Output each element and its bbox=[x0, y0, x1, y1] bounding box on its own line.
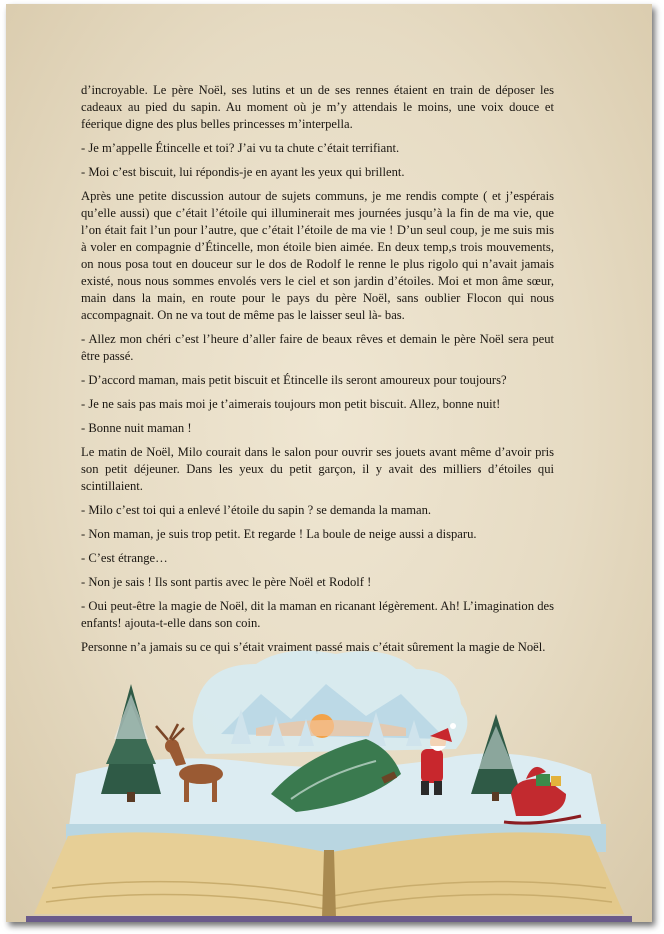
paragraph-13: - Non je sais ! Ils sont partis avec le père Noël et Rodolf ! bbox=[81, 575, 372, 589]
story-page bbox=[6, 4, 652, 922]
left-pine-tree bbox=[101, 684, 161, 802]
paragraph-10: - Milo c’est toi qui a enlevé l’étoile du sapin ? se demanda la maman. bbox=[81, 503, 432, 517]
paragraph-6: - D’accord maman, mais petit biscuit et Étincelle ils seront amoureux pour toujours? bbox=[81, 373, 507, 387]
book-left-page bbox=[34, 832, 326, 916]
paragraph-12: - C’est étrange… bbox=[81, 551, 168, 565]
paragraph-5: - Allez mon chéri c’est l’heure d’aller faire de beaux rêves et demain le père Noël sera peut être passé. bbox=[81, 332, 554, 363]
paragraph-4: Après une petite discussion autour de sujets communs, je me rendis compte ( et j’espérais qu’elle aussi) que c’était l’étoile qui illuminerait mes journées jusqu’à la fin de ma vie, que l’on était fait l’un pour l’autre, que c’était l’étoile de ma vie ! D’un seul coup, je me suis mis à voler en compagnie d’Étincelle, mon étoile bien aimée. En deux temp,s trois mouvements, on nous posa tout en douceur sur le dos de Rodolf le renne le plus rigolo qui n’avait jamais existé, nous nous sommes envolés vers le ciel et son jardin d’étoiles. Moi et mon âme sœur, main dans la main, en route pour le pays du père Noël, sans oublier Flocon qui nous accompagnait. On ne va tout de même pas le laisser seul là- bas. bbox=[81, 189, 554, 322]
paragraph-15: Personne n’a jamais su ce qui s’était vraiment passé mais c’était sûrement la magie de Noël. bbox=[81, 640, 546, 654]
book-right-page bbox=[332, 832, 624, 916]
book-spine bbox=[322, 850, 336, 918]
paragraph-9: Le matin de Noël, Milo courait dans le salon pour ouvrir ses jouets avant même d’avoir pris son petit déjeuner. Dans les yeux du petit garçon, il y avait des milliers d’étoiles qui scintillaient. bbox=[81, 445, 554, 493]
paragraph-11: - Non maman, je suis trop petit. Et regarde ! La boule de neige aussi a disparu. bbox=[81, 527, 477, 541]
paragraph-14: - Oui peut-être la magie de Noël, dit la maman en ricanant légèrement. Ah! L’imagination des enfants! ajouta-t-elle dans son coin. bbox=[81, 599, 554, 630]
paragraph-3: - Moi c’est biscuit, lui répondis-je en ayant les yeux qui brillent. bbox=[81, 165, 405, 179]
paragraph-7: - Je ne sais pas mais moi je t’aimerais toujours mon petit biscuit. Allez, bonne nuit! bbox=[81, 397, 501, 411]
book-cover bbox=[26, 916, 632, 922]
paragraph-8: - Bonne nuit maman ! bbox=[81, 421, 192, 435]
paragraph-1: d’incroyable. Le père Noël, ses lutins et un de ses rennes étaient en train de déposer les cadeaux au pied du sapin. Au moment où je m’y attendais le moins, une voix douce et féerique digne des plus belles princesses m’interpella. bbox=[81, 83, 554, 131]
paragraph-2: - Je m’appelle Étincelle et toi? J’ai vu ta chute c’était terrifiant. bbox=[81, 141, 400, 155]
popup-book-illustration bbox=[6, 4, 652, 922]
